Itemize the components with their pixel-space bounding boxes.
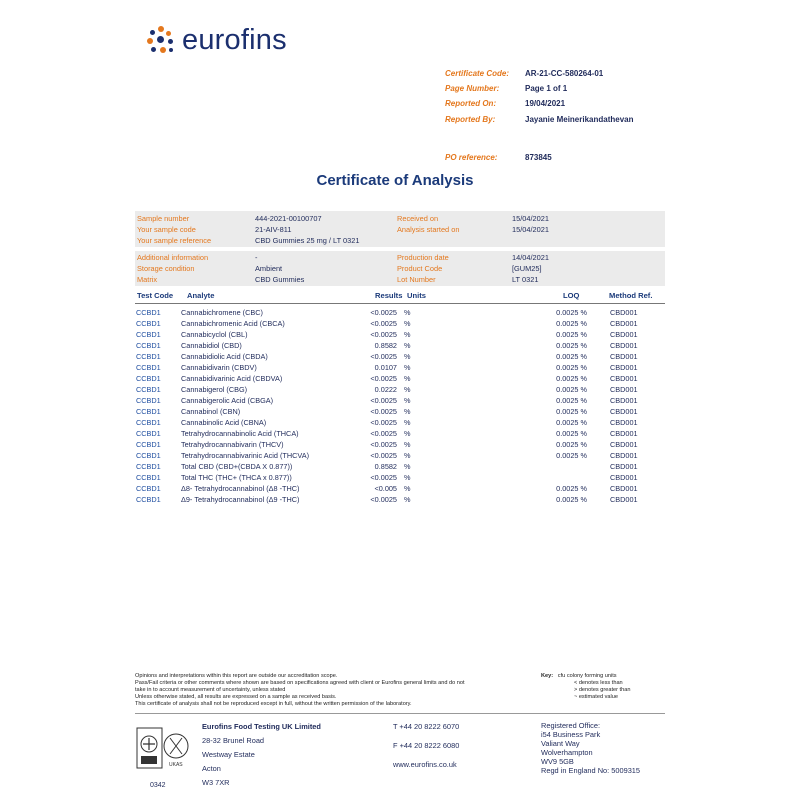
- registered-line: Wolverhampton: [541, 748, 593, 757]
- analyte-cell: Total CBD (CBD+(CBDA X 0.877)): [181, 462, 293, 471]
- analyte-cell: Cannabichromenic Acid (CBCA): [181, 319, 285, 328]
- disclaimer: [135, 673, 535, 708]
- test-code-cell: CCBD1: [136, 330, 161, 339]
- analyte-cell: Cannabidivarinic Acid (CBDVA): [181, 374, 283, 383]
- info-label: Lot Number: [397, 275, 436, 284]
- test-code-cell: CCBD1: [136, 440, 161, 449]
- ukas-accreditation-seal: [136, 720, 190, 778]
- unit-cell: %: [404, 440, 411, 449]
- result-cell: <0.0025: [370, 473, 397, 482]
- test-code-cell: CCBD1: [136, 341, 161, 350]
- info-label: Analysis started on: [397, 225, 460, 234]
- key-line: ~ estimated value: [574, 694, 618, 700]
- analyte-cell: Tetrahydrocannabivarin (THCV): [181, 440, 284, 449]
- loq-cell: 0.0025 %: [556, 451, 587, 460]
- info-value: 444-2021-00100707: [255, 214, 322, 223]
- test-code-cell: CCBD1: [136, 418, 161, 427]
- po-label: PO reference:: [445, 153, 498, 162]
- website-link[interactable]: www.eurofins.co.uk: [393, 760, 457, 769]
- loq-cell: 0.0025 %: [556, 352, 587, 361]
- result-cell: <0.0025: [370, 308, 397, 317]
- accreditation-number: 0342: [150, 782, 166, 789]
- disclaimer-line: This certificate of analysis shall not be reproduced except in full, without the written permission of the laboratory.: [135, 701, 412, 707]
- info-value: 15/04/2021: [512, 225, 549, 234]
- result-cell: <0.0025: [370, 429, 397, 438]
- result-cell: <0.0025: [370, 330, 397, 339]
- result-cell: <0.0025: [370, 396, 397, 405]
- eurofins-logo: [146, 22, 287, 58]
- logo-text: eurofins: [182, 23, 287, 56]
- test-code-cell: CCBD1: [136, 363, 161, 372]
- loq-cell: 0.0025 %: [556, 319, 587, 328]
- unit-cell: %: [404, 330, 411, 339]
- result-cell: <0.0025: [370, 495, 397, 504]
- info-value: Ambient: [255, 264, 283, 273]
- analyte-cell: Cannabidiolic Acid (CBDA): [181, 352, 268, 361]
- col-header-analyte: Analyte: [187, 291, 215, 300]
- info-value: 21-AIV-811: [255, 225, 292, 234]
- info-label: Matrix: [137, 275, 158, 284]
- method-cell: CBD001: [610, 319, 638, 328]
- result-cell: <0.0025: [370, 319, 397, 328]
- key-title: Key:: [541, 673, 554, 679]
- company-name: Eurofins Food Testing UK Limited: [202, 722, 321, 731]
- method-cell: CBD001: [610, 418, 638, 427]
- loq-cell: 0.0025 %: [556, 341, 587, 350]
- unit-cell: %: [404, 341, 411, 350]
- table-row: [135, 428, 665, 439]
- address-line: 28-32 Brunel Road: [202, 736, 265, 745]
- method-cell: CBD001: [610, 308, 638, 317]
- loq-cell: 0.0025 %: [556, 407, 587, 416]
- info-label: Received on: [397, 214, 439, 223]
- address-line: Acton: [202, 764, 221, 773]
- meta-value: Page 1 of 1: [525, 84, 568, 93]
- analyte-cell: Cannabinolic Acid (CBNA): [181, 418, 267, 427]
- company-block: [202, 721, 382, 788]
- unit-cell: %: [404, 374, 411, 383]
- table-row: [135, 450, 665, 461]
- table-row: [135, 318, 665, 329]
- method-cell: CBD001: [610, 330, 638, 339]
- contact-block: [393, 721, 533, 770]
- test-code-cell: CCBD1: [136, 407, 161, 416]
- unit-cell: %: [404, 319, 411, 328]
- method-cell: CBD001: [610, 385, 638, 394]
- product-info-box: [135, 251, 665, 286]
- method-cell: CBD001: [610, 396, 638, 405]
- test-code-cell: CCBD1: [136, 495, 161, 504]
- method-cell: CBD001: [610, 352, 638, 361]
- result-cell: <0.0025: [370, 374, 397, 383]
- table-row: [135, 373, 665, 384]
- info-value: CBD Gummies 25 mg / LT 0321: [255, 236, 360, 245]
- table-row: [135, 362, 665, 373]
- registered-line: WV9 5GB: [541, 757, 574, 766]
- meta-label: Certificate Code:: [445, 69, 510, 78]
- table-row: [135, 494, 665, 505]
- test-code-cell: CCBD1: [136, 429, 161, 438]
- analyte-cell: Tetrahydrocannabinolic Acid (THCA): [181, 429, 299, 438]
- info-value: -: [255, 253, 258, 262]
- loq-cell: 0.0025 %: [556, 374, 587, 383]
- report-meta: [445, 69, 695, 129]
- unit-cell: %: [404, 462, 411, 471]
- analyte-cell: Δ8- Tetrahydrocannabinol (Δ8 -THC): [181, 484, 300, 493]
- analyte-cell: Cannabichromene (CBC): [181, 308, 263, 317]
- address-line: W3 7XR: [202, 778, 230, 787]
- unit-cell: %: [404, 363, 411, 372]
- method-cell: CBD001: [610, 440, 638, 449]
- analyte-cell: Cannabidiol (CBD): [181, 341, 242, 350]
- registered-office: [541, 721, 681, 775]
- loq-cell: 0.0025 %: [556, 484, 587, 493]
- analyte-cell: Cannabinol (CBN): [181, 407, 241, 416]
- info-value: [GUM25]: [512, 264, 542, 273]
- eurofins-dots-icon: [146, 25, 176, 55]
- analyte-cell: Cannabigerol (CBG): [181, 385, 248, 394]
- analyte-cell: Cannabigerolic Acid (CBGA): [181, 396, 274, 405]
- analyte-cell: Cannabidivarin (CBDV): [181, 363, 257, 372]
- results-table-header: [135, 289, 665, 304]
- footer-divider: [135, 713, 665, 714]
- result-cell: 0.0107: [374, 363, 397, 372]
- sample-info-box: [135, 211, 665, 247]
- method-cell: CBD001: [610, 407, 638, 416]
- result-cell: <0.0025: [370, 440, 397, 449]
- table-row: [135, 472, 665, 483]
- unit-cell: %: [404, 473, 411, 482]
- unit-cell: %: [404, 418, 411, 427]
- info-label: Your sample code: [137, 225, 196, 234]
- fax-number: F +44 20 8222 6080: [393, 741, 460, 750]
- meta-label: Page Number:: [445, 84, 500, 93]
- result-cell: <0.005: [374, 484, 397, 493]
- key-line: < denotes less than: [574, 680, 623, 686]
- loq-cell: 0.0025 %: [556, 385, 587, 394]
- disclaimer-line: take in to account measurement of uncertainty, unless stated: [135, 687, 286, 693]
- unit-cell: %: [404, 396, 411, 405]
- test-code-cell: CCBD1: [136, 451, 161, 460]
- loq-cell: 0.0025 %: [556, 418, 587, 427]
- method-cell: CBD001: [610, 363, 638, 372]
- result-cell: <0.0025: [370, 451, 397, 460]
- info-label: Production date: [397, 253, 449, 262]
- meta-label: Reported On:: [445, 99, 497, 108]
- unit-cell: %: [404, 484, 411, 493]
- method-cell: CBD001: [610, 374, 638, 383]
- analyte-cell: Cannabicyclol (CBL): [181, 330, 248, 339]
- unit-cell: %: [404, 308, 411, 317]
- result-cell: <0.0025: [370, 418, 397, 427]
- table-row: [135, 439, 665, 450]
- test-code-cell: CCBD1: [136, 352, 161, 361]
- result-cell: 0.8582: [374, 341, 397, 350]
- table-row: [135, 461, 665, 472]
- col-header-test-code: Test Code: [137, 291, 174, 300]
- registered-line: Registered Office:: [541, 721, 601, 730]
- meta-value: 19/04/2021: [525, 99, 566, 108]
- disclaimer-line: Opinions and interpretations within this report are outside our accreditation scope.: [135, 673, 338, 679]
- unit-cell: %: [404, 429, 411, 438]
- registered-line: Valiant Way: [541, 739, 580, 748]
- loq-cell: 0.0025 %: [556, 495, 587, 504]
- loq-cell: 0.0025 %: [556, 308, 587, 317]
- registered-line: i54 Business Park: [541, 730, 601, 739]
- po-reference: [445, 153, 695, 165]
- col-header-method: Method Ref.: [609, 291, 653, 300]
- po-value: 873845: [525, 153, 552, 162]
- ukas-seal-text: UKAS: [169, 762, 183, 768]
- method-cell: CBD001: [610, 473, 638, 482]
- info-value: 15/04/2021: [512, 214, 549, 223]
- table-row: [135, 340, 665, 351]
- col-header-results: Results: [375, 291, 403, 300]
- method-cell: CBD001: [610, 341, 638, 350]
- unit-cell: %: [404, 495, 411, 504]
- info-value: CBD Gummies: [255, 275, 305, 284]
- info-label: Sample number: [137, 214, 190, 223]
- result-cell: 0.8582: [374, 462, 397, 471]
- analyte-cell: Δ9- Tetrahydrocannabinol (Δ9 -THC): [181, 495, 300, 504]
- method-cell: CBD001: [610, 451, 638, 460]
- analyte-cell: Tetrahydrocannabivarinic Acid (THCVA): [181, 451, 310, 460]
- method-cell: CBD001: [610, 495, 638, 504]
- table-row: [135, 307, 665, 318]
- key-legend: [541, 673, 681, 701]
- phone-number: T +44 20 8222 6070: [393, 722, 460, 731]
- test-code-cell: CCBD1: [136, 308, 161, 317]
- analyte-cell: Total THC (THC+ (THCA x 0.877)): [181, 473, 292, 482]
- loq-cell: 0.0025 %: [556, 363, 587, 372]
- disclaimer-line: Pass/Fail criteria or other comments where shown are based on specifications agreed with client or Eurofins general limits and do not: [135, 680, 465, 686]
- table-row: [135, 395, 665, 406]
- table-row: [135, 351, 665, 362]
- method-cell: CBD001: [610, 429, 638, 438]
- registered-line: Regd in England No: 5009315: [541, 766, 641, 775]
- test-code-cell: CCBD1: [136, 473, 161, 482]
- result-cell: 0.0222: [374, 385, 397, 394]
- test-code-cell: CCBD1: [136, 462, 161, 471]
- info-label: Storage condition: [137, 264, 195, 273]
- unit-cell: %: [404, 407, 411, 416]
- info-value: LT 0321: [512, 275, 539, 284]
- test-code-cell: CCBD1: [136, 385, 161, 394]
- info-label: Your sample reference: [137, 236, 212, 245]
- test-code-cell: CCBD1: [136, 319, 161, 328]
- key-line: > denotes greater than: [574, 687, 631, 693]
- test-code-cell: CCBD1: [136, 396, 161, 405]
- method-cell: CBD001: [610, 462, 638, 471]
- col-header-loq: LOQ: [563, 291, 580, 300]
- info-label: Additional information: [137, 253, 209, 262]
- table-row: [135, 384, 665, 395]
- unit-cell: %: [404, 451, 411, 460]
- result-cell: <0.0025: [370, 407, 397, 416]
- address-line: Westway Estate: [202, 750, 255, 759]
- key-line: cfu colony forming units: [557, 673, 617, 679]
- table-row: [135, 329, 665, 340]
- loq-cell: 0.0025 %: [556, 330, 587, 339]
- table-row: [135, 406, 665, 417]
- meta-value: AR-21-CC-580264-01: [525, 69, 604, 78]
- loq-cell: 0.0025 %: [556, 440, 587, 449]
- test-code-cell: CCBD1: [136, 374, 161, 383]
- info-value: 14/04/2021: [512, 253, 549, 262]
- test-code-cell: CCBD1: [136, 484, 161, 493]
- info-label: Product Code: [397, 264, 443, 273]
- meta-value: Jayanie Meinerikandathevan: [525, 115, 634, 124]
- unit-cell: %: [404, 352, 411, 361]
- table-row: [135, 483, 665, 494]
- disclaimer-line: Unless otherwise stated, all results are expressed on a sample as received basis.: [135, 694, 337, 700]
- result-cell: <0.0025: [370, 352, 397, 361]
- meta-label: Reported By:: [445, 115, 496, 124]
- loq-cell: 0.0025 %: [556, 429, 587, 438]
- table-row: [135, 417, 665, 428]
- page-title: Certificate of Analysis: [316, 172, 474, 189]
- loq-cell: 0.0025 %: [556, 396, 587, 405]
- unit-cell: %: [404, 385, 411, 394]
- col-header-units: Units: [407, 291, 426, 300]
- method-cell: CBD001: [610, 484, 638, 493]
